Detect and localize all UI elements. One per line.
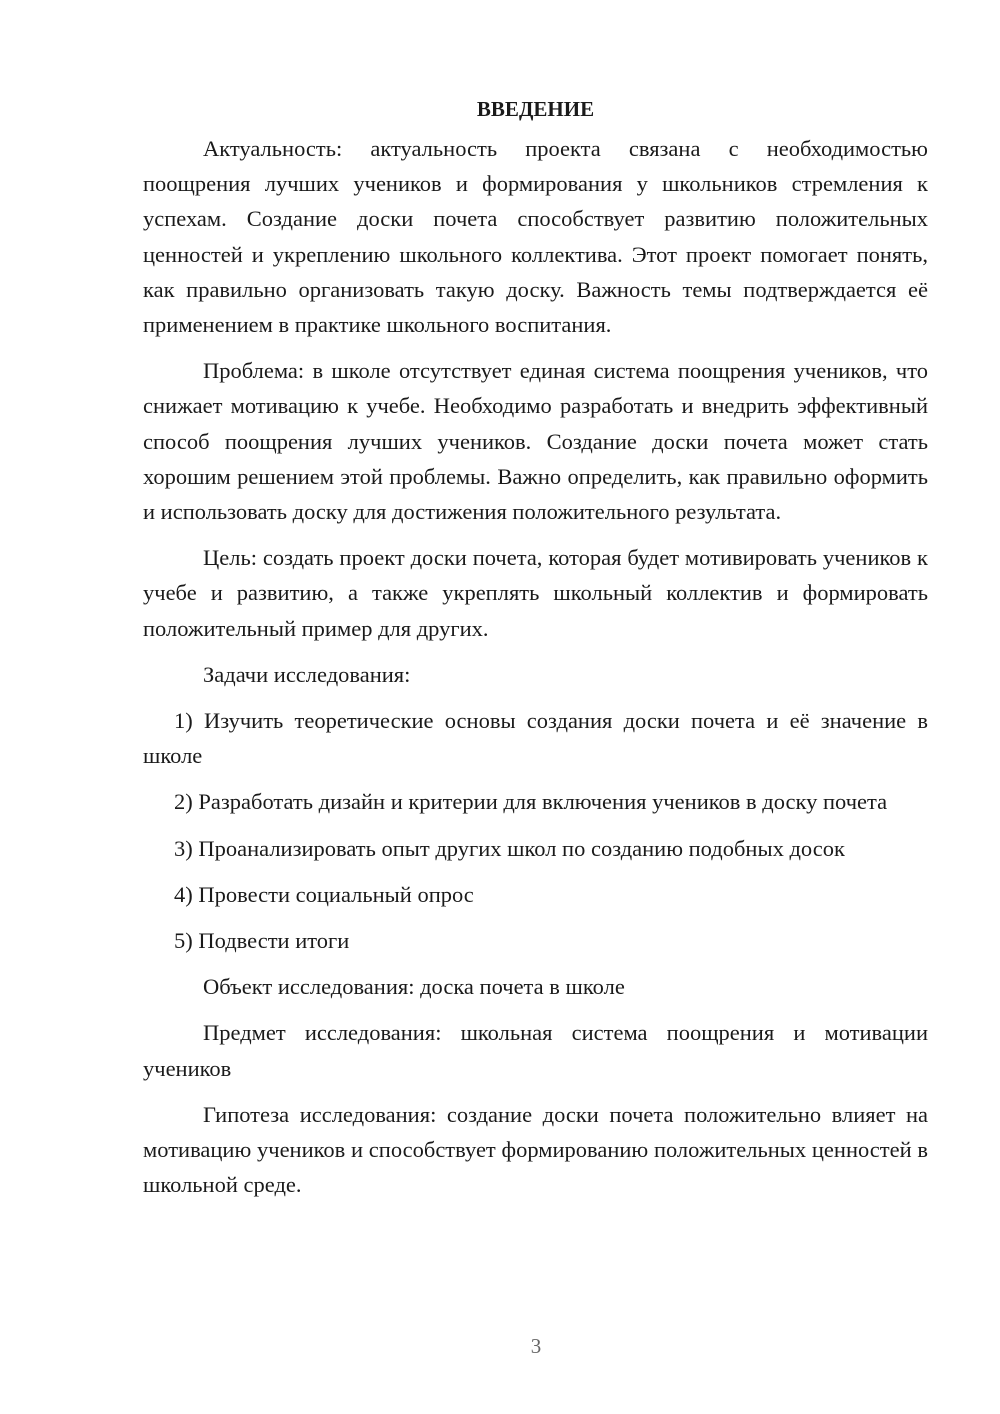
list-item: 3) Проанализировать опыт других школ по созданию подобных досок: [174, 835, 845, 861]
list-item: 2) Разработать дизайн и критерии для включения учеников в доску почета: [174, 789, 888, 815]
list-item: 4) Провести социальный опрос: [174, 881, 474, 907]
tasks-list: [143, 703, 928, 958]
list-item: 5) Подвести итоги: [174, 928, 350, 954]
document-page: [143, 92, 928, 1213]
hypothesis-paragraph: Гипотеза исследования: создание доски почета положительно влияет на мотивацию учеников и способствует формированию положительных ценностей в школьной среде.: [143, 1101, 928, 1198]
problem-paragraph: Проблема: в школе отсутствует единая система поощрения учеников, что снижает мотивацию к учебе. Необходимо разработать и внедрить эффективный способ поощрения лучших учеников. Создание доски почета может стать хорошим решением этой проблемы. Важно определить, как правильно оформить и использовать доску для достижения положительного результата.: [143, 358, 928, 525]
goal-paragraph: Цель: создать проект доски почета, которая будет мотивировать учеников к учебе и развитию, а также укреплять школьный коллектив и формировать положительный пример для других.: [143, 545, 928, 641]
page-number: 3: [530, 1334, 542, 1358]
list-item: 1) Изучить теоретические основы создания доски почета и её значение в школе: [143, 708, 928, 769]
subject-paragraph: Предмет исследования: школьная система поощрения и мотивации учеников: [143, 1020, 928, 1081]
relevance-paragraph: Актуальность: актуальность проекта связана с необходимостью поощрения лучших учеников и формирования у школьников стремления к успехам. Создание доски почета способствует развитию положительных ценностей и укреплению школьного коллектива. Этот проект помогает понять, как правильно организовать такую доску. Важность темы подтверждается её применением в практике школьного воспитания.: [143, 136, 928, 338]
object-paragraph: Объект исследования: доска почета в школе: [203, 974, 625, 1000]
document-title: ВВЕДЕНИЕ: [476, 97, 595, 121]
tasks-heading: Задачи исследования:: [203, 661, 411, 687]
